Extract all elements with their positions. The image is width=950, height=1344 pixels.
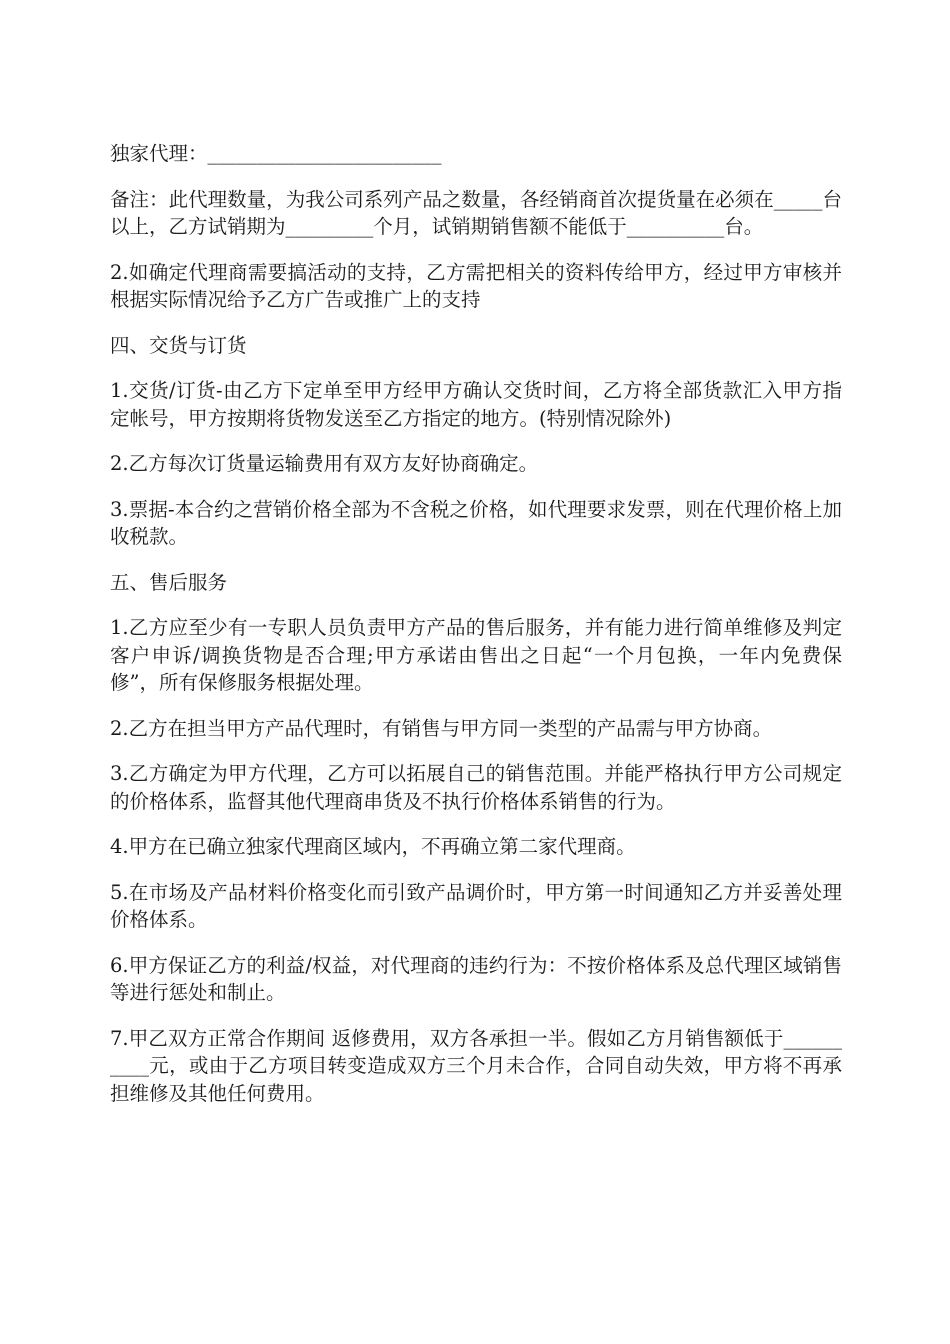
section-heading-after-sales: 五、售后服务 <box>110 570 228 594</box>
document-page <box>110 140 842 1125</box>
remark-paragraph: 备注：此代理数量，为我公司系列产品之数量，各经销商首次提货量在必须在_____台以上，乙方试销期为_________个月，试销期销售额不能低于__________台。 <box>110 187 842 238</box>
clause-3-2-promotion-support: 2.如确定代理商需要搞活动的支持，乙方需把相关的资料传给甲方，经过甲方审核并根据实际情况给予乙方广告或推广上的支持 <box>110 260 842 311</box>
exclusive-agent-line: 独家代理：________________________ <box>110 142 442 165</box>
clause-5-5-price-adjustment: 5.在市场及产品材料价格变化而引致产品调价时，甲方第一时间通知乙方并妥善处理价格体系。 <box>110 880 842 931</box>
clause-4-1-delivery-ordering: 1.交货/订货-由乙方下定单至甲方经甲方确认交货时间，乙方将全部货款汇入甲方指定帐号，甲方按期将货物发送至乙方指定的地方。(特别情况除外) <box>110 379 842 430</box>
clause-5-4-exclusive-region: 4.甲方在已确立独家代理商区域内，不再确立第二家代理商。 <box>110 835 636 858</box>
clause-5-2-competing-products: 2.乙方在担当甲方产品代理时，有销售与甲方同一类型的产品需与甲方协商。 <box>110 716 773 740</box>
clause-4-2-shipping-cost: 2.乙方每次订货量运输费用有双方友好协商确定。 <box>110 452 539 475</box>
clause-4-3-invoice: 3.票据-本合约之营销价格全部为不含税之价格，如代理要求发票，则在代理价格上加收税款。 <box>110 497 842 548</box>
section-heading-delivery-ordering: 四、交货与订货 <box>110 333 247 357</box>
clause-5-7-repair-cost: 7.甲乙双方正常合作期间 返修费用，双方各承担一半。假如乙方月销售额低于__________元，或由于乙方项目转变造成双方三个月未合作，合同自动失效，甲方将不再承担维修及其他任何费用。 <box>110 1026 842 1105</box>
clause-5-1-service-staff: 1.乙方应至少有一专职人员负责甲方产品的售后服务，并有能力进行简单维修及判定客户申诉/调换货物是否合理;甲方承诺由售出之日起“一个月包换，一年内免费保修”，所有保修服务根据处理。 <box>110 616 842 694</box>
clause-5-3-sales-range: 3.乙方确定为甲方代理，乙方可以拓展自己的销售范围。并能严格执行甲方公司规定的价格体系，监督其他代理商串货及不执行价格体系销售的行为。 <box>110 762 842 813</box>
clause-5-6-rights-protection: 6.甲方保证乙方的利益/权益，对代理商的违约行为：不按价格体系及总代理区域销售等进行惩处和制止。 <box>110 953 842 1004</box>
